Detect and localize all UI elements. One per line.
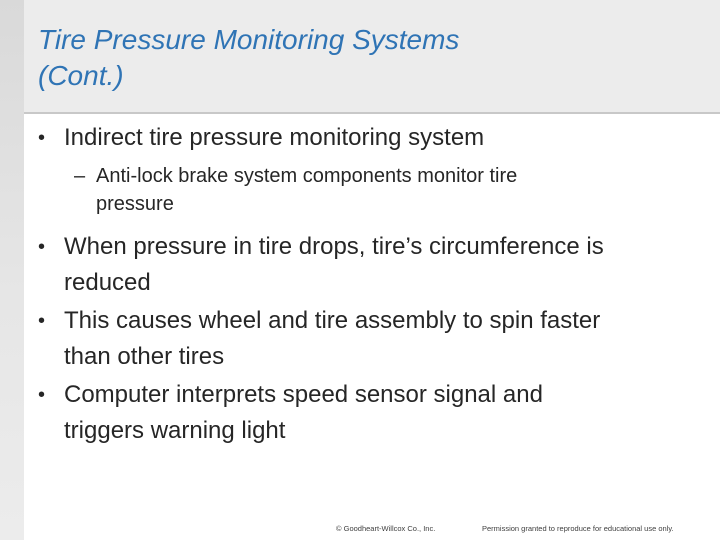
bullet-line1: When pressure in tire drops, tire’s circumference is [64, 233, 604, 260]
bullet-text: Indirect tire pressure monitoring system [64, 124, 485, 151]
bullet-marker: • [38, 384, 46, 406]
bullet-line1: This causes wheel and tire assembly to spin faster [64, 307, 601, 334]
sub-bullet-item [74, 162, 694, 222]
slide-title-line2: (Cont.) [38, 60, 124, 91]
bullet-marker: • [38, 310, 46, 332]
bullet-text [64, 229, 704, 301]
bullet-item [38, 229, 698, 301]
bullet-text [64, 303, 704, 375]
bullet-item [38, 120, 698, 156]
bullet-marker: • [38, 127, 46, 149]
sub-bullet-marker: – [74, 165, 86, 187]
bullet-line2: reduced [64, 269, 151, 296]
bullet-line1: Computer interprets speed sensor signal and [64, 381, 543, 408]
sub-bullet-line2: pressure [96, 193, 174, 215]
footer-permission: Permission granted to reproduce for educational use only. [482, 524, 674, 533]
bullet-item [38, 303, 698, 375]
bullet-line2: than other tires [64, 343, 225, 370]
footer-copyright: © Goodheart-Willcox Co., Inc. [336, 524, 436, 533]
bullet-line2: triggers warning light [64, 417, 286, 444]
sub-bullet-text [96, 162, 676, 218]
bullet-marker: • [38, 236, 46, 258]
sub-bullet-line1: Anti-lock brake system components monitor tire [96, 165, 518, 187]
bullet-item [38, 377, 698, 449]
slide-title-line1: Tire Pressure Monitoring Systems [38, 24, 460, 55]
bullet-text [64, 377, 704, 449]
